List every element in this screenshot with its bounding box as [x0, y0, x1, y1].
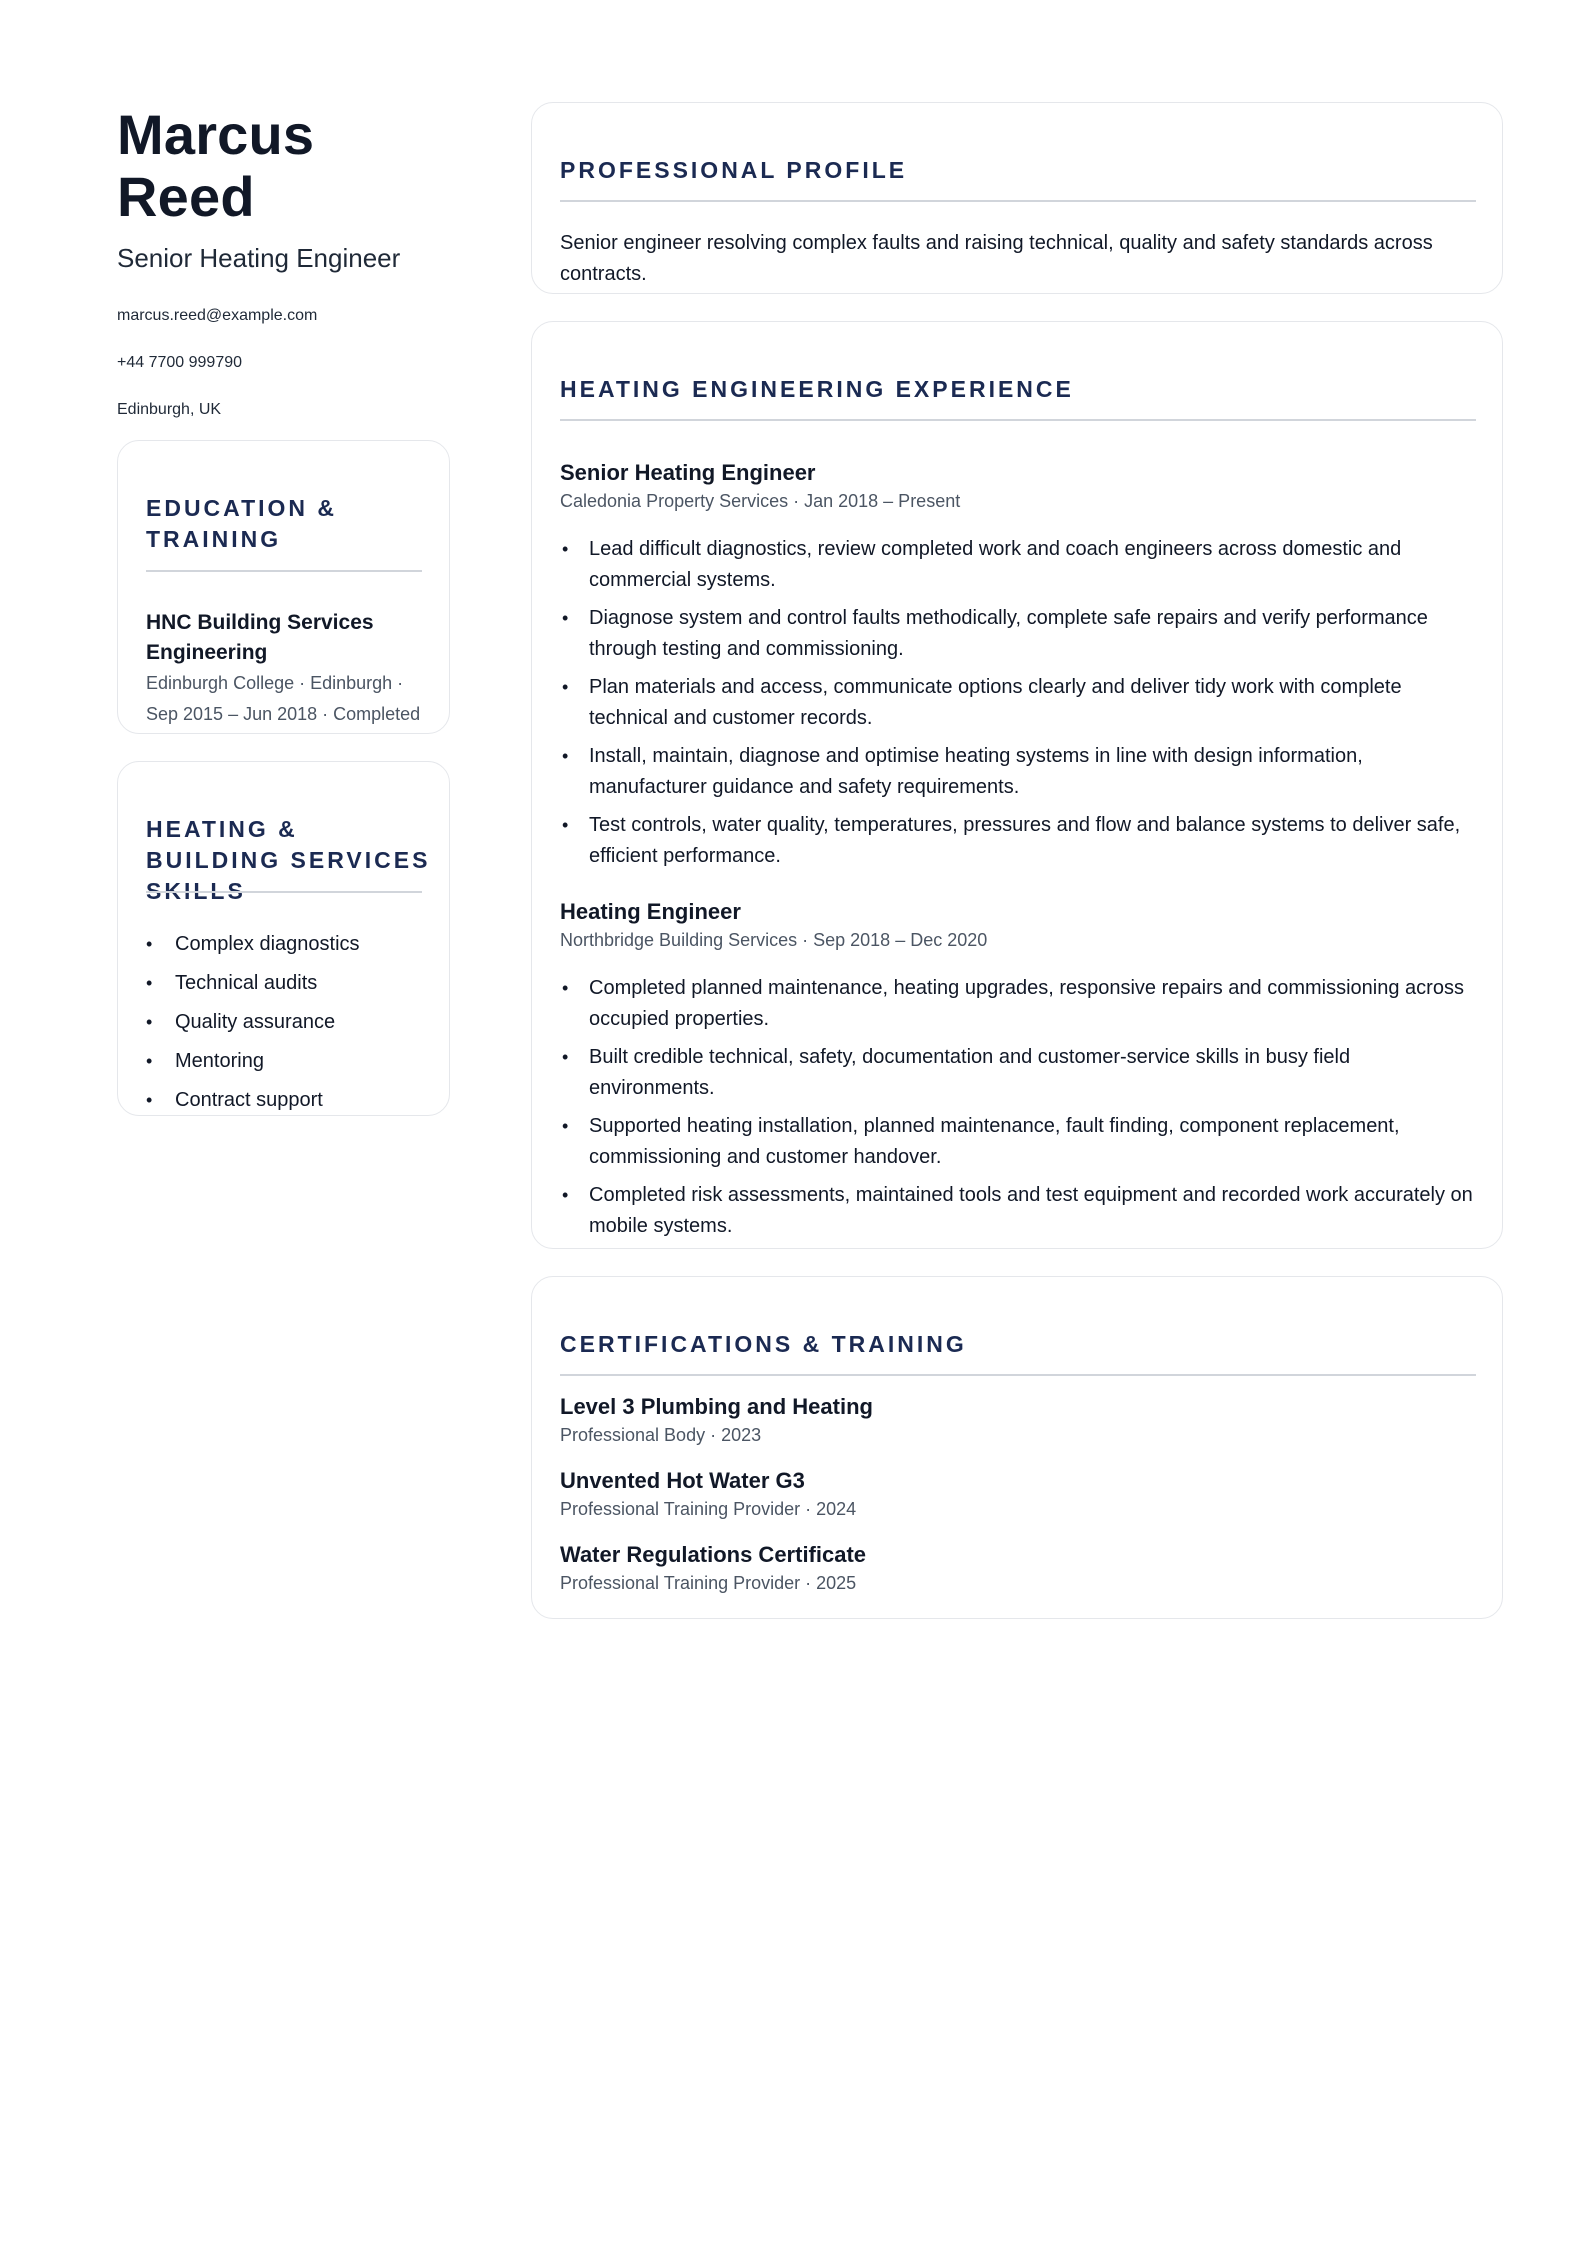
- job-bullet: • Install, maintain, diagnose and optimise heating systems in line with design information, manufacturer guidance and safety requirements.: [560, 741, 1476, 803]
- education-heading: EDUCATION & TRAINING: [146, 495, 338, 552]
- job-bullets: [560, 534, 1476, 872]
- skills-list: [146, 925, 426, 1120]
- certifications-heading: CERTIFICATIONS & TRAINING: [560, 1331, 967, 1357]
- education-divider: [146, 570, 422, 572]
- profile-card: [531, 102, 1503, 294]
- certification-item: [560, 1540, 1476, 1596]
- contact-header: [117, 104, 451, 433]
- job-bullet: • Supported heating installation, planned maintenance, fault finding, component replacement, commissioning and customer handover.: [560, 1111, 1476, 1173]
- job-bullets: [560, 973, 1476, 1242]
- skills-divider: [146, 891, 422, 893]
- profile-divider: [560, 200, 1476, 202]
- skill-item: • Contract support: [146, 1081, 426, 1120]
- job-bullet: • Test controls, water quality, temperatures, pressures and flow and balance systems to deliver safe, efficient performance.: [560, 810, 1476, 872]
- education-item-title: HNC Building Services Engineering: [146, 611, 374, 664]
- skill-item: • Mentoring: [146, 1042, 426, 1081]
- job-bullet: • Plan materials and access, communicate options clearly and deliver tidy work with complete technical and customer records.: [560, 672, 1476, 734]
- education-item-meta-line2: Sep 2015 – Jun 2018 · Completed: [146, 704, 421, 724]
- experience-heading: HEATING ENGINEERING EXPERIENCE: [560, 376, 1074, 402]
- skill-item: • Technical audits: [146, 964, 426, 1003]
- job-meta: Caledonia Property Services · Jan 2018 – Present: [560, 491, 961, 511]
- skills-card: [117, 761, 450, 1116]
- skill-item: • Quality assurance: [146, 1003, 426, 1042]
- education-item-meta-line1: Edinburgh College · Edinburgh ·: [146, 673, 404, 693]
- certification-title: Level 3 Plumbing and Heating: [560, 1394, 873, 1419]
- job-bullet: • Built credible technical, safety, documentation and customer-service skills in busy field environments.: [560, 1042, 1476, 1104]
- profile-heading: PROFESSIONAL PROFILE: [560, 157, 908, 183]
- job-bullet: • Completed risk assessments, maintained tools and test equipment and recorded work accurately on mobile systems.: [560, 1180, 1476, 1242]
- experience-divider: [560, 419, 1476, 421]
- certifications-divider: [560, 1374, 1476, 1376]
- certification-item: [560, 1466, 1476, 1522]
- job-meta: Northbridge Building Services · Sep 2018 – Dec 2020: [560, 930, 988, 950]
- phone-text: +44 7700 999790: [117, 354, 243, 372]
- certification-item: [560, 1392, 1476, 1448]
- email-text: marcus.reed@example.com: [117, 307, 318, 325]
- certification-title: Water Regulations Certificate: [560, 1542, 867, 1567]
- certification-meta: Professional Training Provider · 2025: [560, 1573, 857, 1593]
- job-entry: [560, 458, 1476, 879]
- job-bullet: • Completed planned maintenance, heating upgrades, responsive repairs and commissioning across occupied properties.: [560, 973, 1476, 1035]
- certification-title: Unvented Hot Water G3: [560, 1468, 805, 1493]
- experience-card: [531, 321, 1503, 1249]
- candidate-name: Marcus Reed: [117, 103, 315, 228]
- education-card: [117, 440, 450, 734]
- job-entry: [560, 897, 1476, 1249]
- certification-meta: Professional Training Provider · 2024: [560, 1499, 857, 1519]
- education-item: [146, 608, 426, 730]
- job-title: Senior Heating Engineer: [560, 460, 816, 485]
- candidate-title: Senior Heating Engineer: [117, 243, 401, 274]
- contact-details: [117, 292, 451, 433]
- education-item-meta: [146, 668, 426, 730]
- job-bullet: • Lead difficult diagnostics, review completed work and coach engineers across domestic and commercial systems.: [560, 534, 1476, 596]
- profile-summary: Senior engineer resolving complex faults and raising technical, quality and safety standards across contracts.: [560, 232, 1433, 285]
- certifications-card: [531, 1276, 1503, 1619]
- job-title: Heating Engineer: [560, 899, 741, 924]
- job-bullet: • Diagnose system and control faults methodically, complete safe repairs and verify performance through testing and commissioning.: [560, 603, 1476, 665]
- skills-heading: HEATING & BUILDING SERVICES SKILLS: [146, 816, 431, 904]
- certification-meta: Professional Body · 2023: [560, 1425, 762, 1445]
- skill-item: • Complex diagnostics: [146, 925, 426, 964]
- location-text: Edinburgh, UK: [117, 401, 222, 419]
